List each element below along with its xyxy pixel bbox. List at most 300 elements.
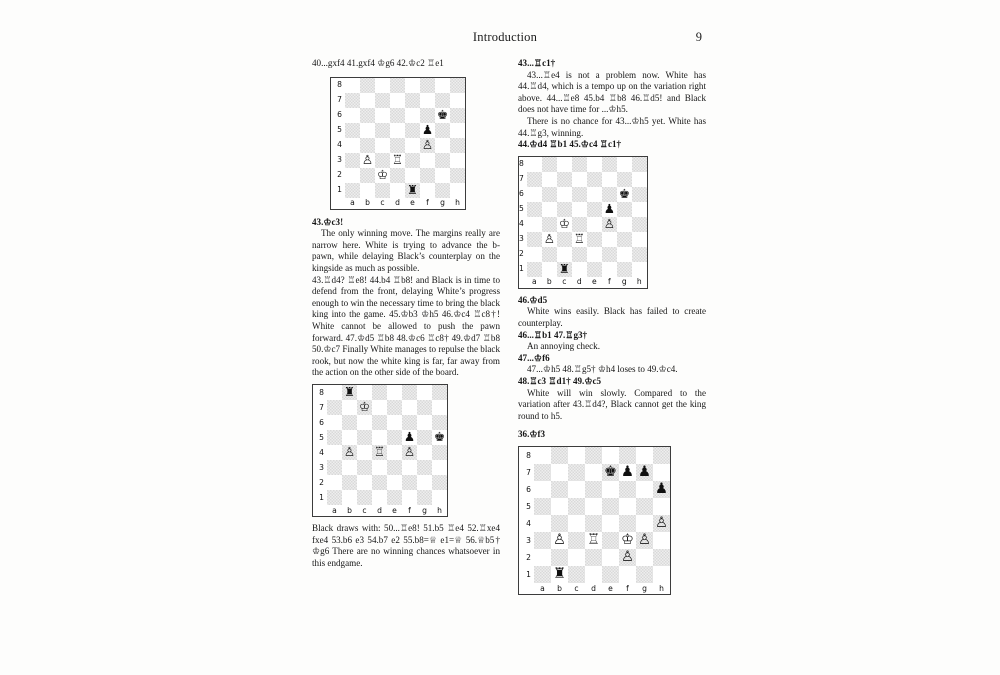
square-d2	[572, 247, 587, 262]
square-d1	[372, 490, 387, 505]
file-label-h: h	[455, 198, 460, 208]
square-a6	[534, 481, 551, 498]
board-rank-row	[331, 183, 466, 198]
square-d6	[390, 108, 405, 123]
file-label-f: f	[626, 583, 629, 593]
square-g3	[636, 532, 653, 549]
piece-wk-icon: ♔	[558, 216, 570, 231]
square-a4	[527, 217, 542, 232]
square-d3	[572, 232, 587, 247]
square-d8	[585, 446, 602, 464]
square-g7	[636, 464, 653, 481]
square-c5	[557, 202, 572, 217]
chess-diagram-2	[518, 156, 706, 289]
square-a5	[527, 202, 542, 217]
square-f7	[602, 172, 617, 187]
board-rank-row	[519, 217, 648, 232]
square-h2	[653, 549, 671, 566]
square-d4	[572, 217, 587, 232]
square-d6	[572, 187, 587, 202]
square-a5	[345, 123, 360, 138]
square-c6	[568, 481, 585, 498]
square-c4	[357, 445, 372, 460]
square-b7	[360, 93, 375, 108]
square-a6	[527, 187, 542, 202]
board-rank-row	[519, 232, 648, 247]
board-file-row	[519, 583, 671, 595]
square-h3	[450, 153, 466, 168]
square-f5	[420, 123, 435, 138]
piece-bk-icon: ♚	[604, 464, 617, 481]
file-label-f: f	[408, 505, 411, 515]
piece-wr-icon: ♖	[391, 151, 404, 167]
corner-spacer	[313, 505, 328, 517]
rank-label: 4	[337, 140, 342, 150]
square-f4	[402, 445, 417, 460]
square-b8	[542, 156, 557, 172]
square-h4	[632, 217, 648, 232]
board-rank-row	[519, 262, 648, 277]
square-a1	[345, 183, 360, 198]
square-h8	[450, 77, 466, 93]
board-rank-row	[313, 384, 448, 400]
board-file-row	[519, 277, 648, 289]
square-f5	[402, 430, 417, 445]
square-h7	[653, 464, 671, 481]
square-f8	[402, 384, 417, 400]
piece-wp-icon: ♙	[553, 532, 566, 549]
square-d4	[372, 445, 387, 460]
square-a6	[327, 415, 342, 430]
square-a7	[534, 464, 551, 481]
square-a6	[345, 108, 360, 123]
square-h1	[632, 262, 648, 277]
square-f2	[420, 168, 435, 183]
rank-label: 5	[337, 125, 342, 135]
square-b5	[542, 202, 557, 217]
piece-br-icon: ♜	[406, 181, 419, 197]
board-rank-row	[331, 93, 466, 108]
rank-label: 5	[519, 204, 524, 214]
piece-wp-icon: ♙	[621, 549, 634, 566]
square-b7	[542, 172, 557, 187]
square-f4	[619, 515, 636, 532]
board-rank-row	[313, 415, 448, 430]
move-46-white: 46.♔d5	[518, 294, 548, 305]
square-b3	[342, 460, 357, 475]
square-a4	[534, 515, 551, 532]
piece-wp-icon: ♙	[361, 151, 374, 167]
square-h6	[632, 187, 648, 202]
file-label-a: a	[532, 277, 537, 287]
piece-wr-icon: ♖	[573, 231, 585, 246]
rank-label: 3	[526, 535, 531, 545]
square-e6	[405, 108, 420, 123]
chess-diagram-4	[518, 446, 706, 595]
piece-bk-icon: ♚	[436, 106, 449, 122]
rank-label: 8	[519, 159, 524, 169]
square-c6	[375, 108, 390, 123]
square-c7	[357, 400, 372, 415]
square-d3	[372, 460, 387, 475]
square-g6	[617, 187, 632, 202]
square-h2	[450, 168, 466, 183]
corner-spacer	[519, 277, 527, 289]
board-1	[330, 77, 500, 210]
diagram-after-50-Kc7	[312, 384, 448, 517]
board-rank-row	[519, 446, 671, 464]
rank-label: 1	[519, 264, 524, 274]
square-h5	[432, 430, 448, 445]
square-e1	[602, 566, 619, 583]
left-text-column	[312, 58, 500, 569]
square-h7	[432, 400, 448, 415]
file-label-e: e	[592, 277, 597, 287]
square-b3	[551, 532, 568, 549]
file-label-d: d	[576, 277, 582, 287]
square-g8	[417, 384, 432, 400]
square-h8	[632, 156, 648, 172]
file-label-c: c	[562, 277, 567, 287]
square-b2	[360, 168, 375, 183]
piece-wp-icon: ♙	[603, 216, 615, 231]
square-f6	[402, 415, 417, 430]
square-g2	[617, 247, 632, 262]
square-g4	[636, 515, 653, 532]
square-c5	[375, 123, 390, 138]
square-f6	[602, 187, 617, 202]
board-3	[312, 384, 500, 517]
square-a7	[327, 400, 342, 415]
square-h7	[450, 93, 466, 108]
file-label-c: c	[380, 198, 385, 208]
rank-label: 6	[337, 110, 342, 120]
square-g7	[417, 400, 432, 415]
piece-bp-icon: ♟	[638, 464, 651, 481]
rank-label: 1	[526, 569, 531, 579]
square-c8	[375, 77, 390, 93]
square-f3	[602, 232, 617, 247]
square-f1	[602, 262, 617, 277]
right-paragraph-5: 47...♔h5 48.♖g5† ♔h4 loses to 49.♔c4.	[527, 364, 678, 375]
square-c2	[375, 168, 390, 183]
square-c8	[357, 384, 372, 400]
square-g6	[417, 415, 432, 430]
rank-label: 7	[526, 467, 531, 477]
square-b2	[542, 247, 557, 262]
move-36-white: 36.♔f3	[518, 429, 546, 440]
square-e2	[405, 168, 420, 183]
square-f2	[602, 247, 617, 262]
right-paragraph-4: An annoying check.	[527, 341, 600, 352]
diagram-after-45-Kc4-Rc1	[518, 156, 648, 289]
square-h4	[450, 138, 466, 153]
square-g4	[617, 217, 632, 232]
square-d8	[572, 156, 587, 172]
board-rank-row	[519, 172, 648, 187]
piece-bp-icon: ♟	[403, 429, 416, 445]
file-label-c: c	[362, 505, 367, 515]
square-f7	[619, 464, 636, 481]
square-d3	[585, 532, 602, 549]
square-a3	[327, 460, 342, 475]
square-d7	[585, 464, 602, 481]
square-e5	[587, 202, 602, 217]
square-b6	[551, 481, 568, 498]
square-g3	[617, 232, 632, 247]
square-e5	[405, 123, 420, 138]
board-rank-row	[519, 156, 648, 172]
file-label-g: g	[440, 198, 445, 208]
square-f8	[619, 446, 636, 464]
file-label-f: f	[608, 277, 611, 287]
file-label-a: a	[332, 505, 337, 515]
board-rank-row	[331, 168, 466, 183]
rank-label: 4	[519, 219, 524, 229]
square-f1	[420, 183, 435, 198]
square-b1	[360, 183, 375, 198]
square-c1	[557, 262, 572, 277]
square-h6	[450, 108, 466, 123]
square-a2	[534, 549, 551, 566]
chess-diagram-3	[312, 384, 500, 517]
square-h5	[450, 123, 466, 138]
square-g8	[617, 156, 632, 172]
rank-label: 6	[319, 417, 324, 427]
square-e6	[387, 415, 402, 430]
square-e8	[387, 384, 402, 400]
file-label-a: a	[350, 198, 355, 208]
square-c8	[557, 156, 572, 172]
piece-wp-icon: ♙	[421, 136, 434, 152]
square-e3	[387, 460, 402, 475]
piece-wp-icon: ♙	[343, 444, 356, 460]
square-g2	[417, 475, 432, 490]
square-d2	[585, 549, 602, 566]
square-e7	[387, 400, 402, 415]
square-e8	[602, 446, 619, 464]
piece-bp-icon: ♟	[621, 464, 634, 481]
square-e5	[602, 498, 619, 515]
square-d6	[372, 415, 387, 430]
board-rank-row	[519, 481, 671, 498]
board-file-row	[331, 198, 466, 210]
rank-label: 5	[526, 501, 531, 511]
square-h7	[632, 172, 648, 187]
square-e7	[602, 464, 619, 481]
piece-wp-icon: ♙	[638, 532, 651, 549]
square-e8	[405, 77, 420, 93]
square-g5	[435, 123, 450, 138]
rank-label: 8	[319, 387, 324, 397]
square-c3	[375, 153, 390, 168]
file-label-e: e	[392, 505, 397, 515]
square-g6	[636, 481, 653, 498]
file-label-e: e	[410, 198, 415, 208]
square-e4	[587, 217, 602, 232]
piece-bp-icon: ♟	[421, 121, 434, 137]
square-d1	[585, 566, 602, 583]
board-rank-row	[331, 77, 466, 93]
rank-label: 3	[337, 155, 342, 165]
piece-bk-icon: ♚	[618, 186, 630, 201]
rank-label: 3	[319, 462, 324, 472]
square-f6	[420, 108, 435, 123]
square-b1	[542, 262, 557, 277]
square-b6	[542, 187, 557, 202]
square-c2	[568, 549, 585, 566]
board-rank-row	[313, 400, 448, 415]
square-a8	[534, 446, 551, 464]
square-g8	[636, 446, 653, 464]
rank-label: 6	[519, 189, 524, 199]
move-line-40: 40...gxf4 41.gxf4 ♔g6 42.♔c2 ♖e1	[312, 58, 444, 68]
left-paragraph-3: Black draws with: 50...♖e8! 51.b5 ♖e4 52.♖xe4 fxe4 53.b6 e3 54.b7 e2 55.b8=♕ e1=♕ 56.♕b5† ♔g6 There are no winning chances whatsoever in this endgame.	[312, 522, 500, 568]
square-f3	[619, 532, 636, 549]
rank-label: 2	[319, 477, 324, 487]
page-number: 9	[695, 30, 702, 44]
square-b3	[360, 153, 375, 168]
piece-bk-icon: ♚	[433, 429, 446, 445]
move-line-44: 44.♔d4 ♖b1 45.♔c4 ♖c1†	[518, 139, 622, 150]
board-rank-row	[519, 515, 671, 532]
square-f7	[402, 400, 417, 415]
file-label-f: f	[426, 198, 429, 208]
square-d8	[372, 384, 387, 400]
right-text-column	[518, 58, 706, 601]
square-b5	[342, 430, 357, 445]
square-d5	[390, 123, 405, 138]
square-a1	[527, 262, 542, 277]
piece-br-icon: ♜	[558, 261, 570, 276]
running-head: Introduction	[472, 30, 538, 44]
square-a8	[327, 384, 342, 400]
square-b1	[342, 490, 357, 505]
board-rank-row	[313, 445, 448, 460]
rank-label: 1	[337, 185, 342, 195]
board-rank-row	[313, 475, 448, 490]
board-rank-row	[519, 247, 648, 262]
square-d2	[372, 475, 387, 490]
rank-label: 2	[337, 170, 342, 180]
piece-wk-icon: ♔	[358, 399, 371, 415]
square-e7	[587, 172, 602, 187]
square-h1	[653, 566, 671, 583]
square-f7	[420, 93, 435, 108]
square-c7	[568, 464, 585, 481]
square-e8	[587, 156, 602, 172]
square-a3	[527, 232, 542, 247]
right-paragraph-6: White will win slowly. Compared to the variation after 43.♖d4?, Black cannot get the king round to h5.	[518, 387, 706, 421]
square-a4	[327, 445, 342, 460]
file-label-e: e	[608, 583, 613, 593]
square-a5	[327, 430, 342, 445]
square-h1	[450, 183, 466, 198]
square-f6	[619, 481, 636, 498]
square-f2	[619, 549, 636, 566]
square-a2	[527, 247, 542, 262]
file-label-c: c	[574, 583, 579, 593]
square-c1	[357, 490, 372, 505]
square-h5	[632, 202, 648, 217]
square-g1	[435, 183, 450, 198]
square-b7	[342, 400, 357, 415]
piece-wp-icon: ♙	[655, 515, 668, 532]
file-label-b: b	[347, 505, 352, 515]
square-h4	[653, 515, 671, 532]
square-c4	[568, 515, 585, 532]
rank-label: 2	[526, 552, 531, 562]
rank-label: 5	[319, 432, 324, 442]
square-d1	[572, 262, 587, 277]
move-line-48: 48.♖c3 ♖d1† 49.♔c5	[518, 375, 602, 386]
square-h3	[432, 460, 448, 475]
square-f3	[402, 460, 417, 475]
square-c6	[357, 415, 372, 430]
square-e4	[387, 445, 402, 460]
file-label-h: h	[636, 277, 642, 287]
square-f8	[602, 156, 617, 172]
square-g2	[636, 549, 653, 566]
square-a8	[345, 77, 360, 93]
rank-label: 7	[319, 402, 324, 412]
rank-label: 6	[526, 484, 531, 494]
move-43-black: 43...♖c1†	[518, 58, 556, 68]
square-f4	[602, 217, 617, 232]
square-a4	[345, 138, 360, 153]
square-a3	[534, 532, 551, 549]
square-a7	[527, 172, 542, 187]
square-c2	[357, 475, 372, 490]
file-label-d: d	[377, 505, 382, 515]
square-d2	[390, 168, 405, 183]
square-b8	[342, 384, 357, 400]
square-g5	[417, 430, 432, 445]
square-e2	[387, 475, 402, 490]
piece-wk-icon: ♔	[621, 532, 634, 549]
board-rank-row	[313, 490, 448, 505]
square-h4	[432, 445, 448, 460]
square-e1	[405, 183, 420, 198]
square-a5	[534, 498, 551, 515]
square-b7	[551, 464, 568, 481]
square-g1	[417, 490, 432, 505]
square-h3	[653, 532, 671, 549]
right-paragraph-3: White wins easily. Black has failed to create counterplay.	[518, 306, 706, 328]
square-e6	[602, 481, 619, 498]
square-h2	[632, 247, 648, 262]
piece-wk-icon: ♔	[376, 166, 389, 182]
piece-br-icon: ♜	[553, 566, 566, 583]
square-a8	[527, 156, 542, 172]
square-b6	[360, 108, 375, 123]
square-g6	[435, 108, 450, 123]
board-rank-row	[519, 566, 671, 583]
rank-label: 1	[319, 492, 324, 502]
rank-label: 7	[519, 174, 524, 184]
square-f5	[602, 202, 617, 217]
square-b4	[342, 445, 357, 460]
square-g1	[617, 262, 632, 277]
square-a3	[345, 153, 360, 168]
square-c8	[568, 446, 585, 464]
file-label-b: b	[557, 583, 562, 593]
square-g3	[435, 153, 450, 168]
square-d1	[390, 183, 405, 198]
square-g3	[417, 460, 432, 475]
square-g7	[617, 172, 632, 187]
square-a2	[327, 475, 342, 490]
